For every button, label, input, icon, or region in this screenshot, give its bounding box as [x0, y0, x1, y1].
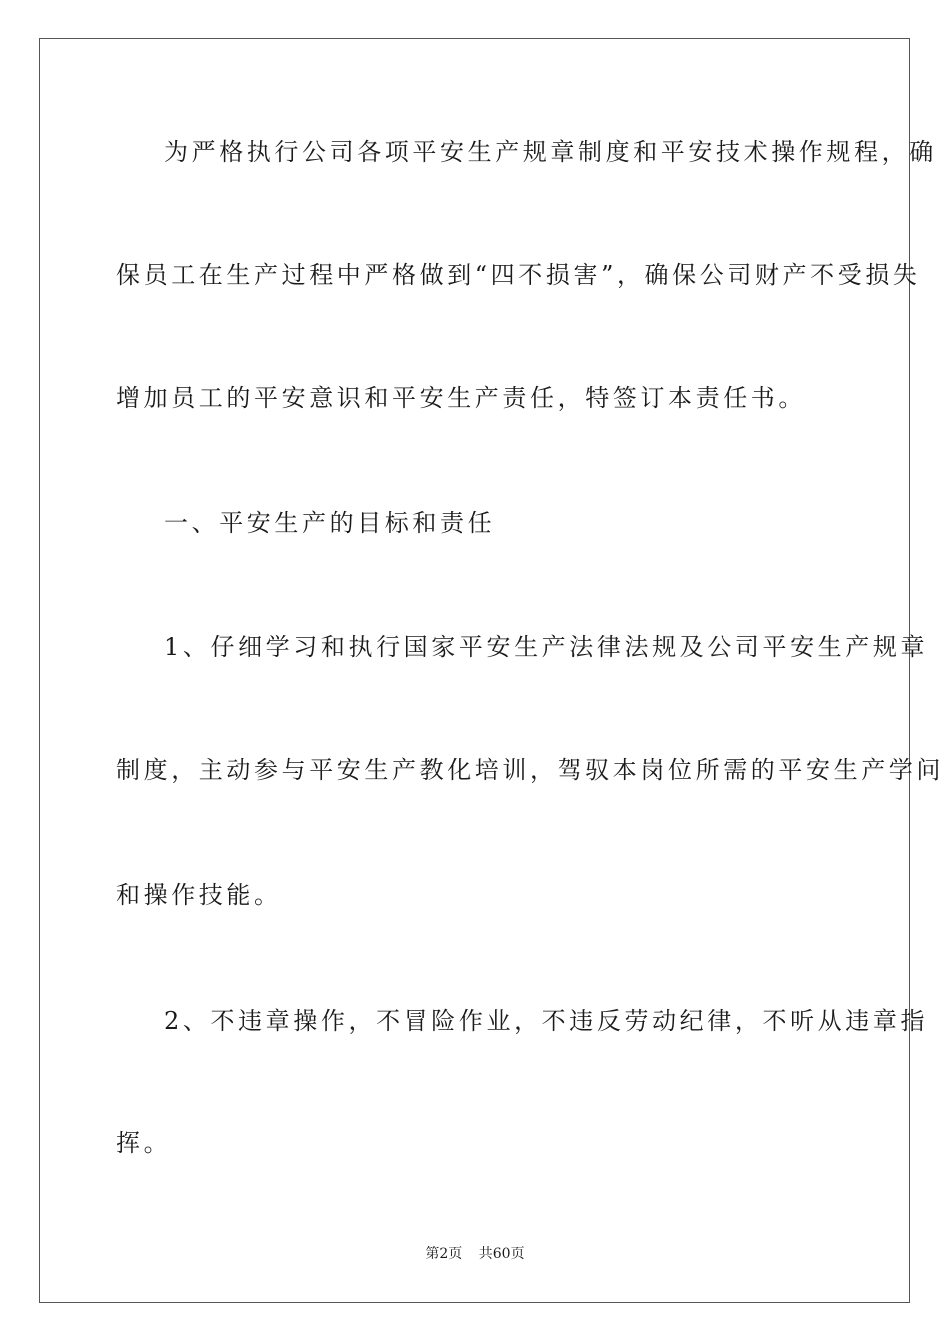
paragraph-line: 和操作技能。 — [116, 881, 282, 909]
section-heading: 一、平安生产的目标和责任 — [164, 509, 496, 537]
page-number-current: 第2页 — [425, 1246, 463, 1262]
page-footer — [0, 1245, 950, 1263]
page-border — [39, 38, 944, 1303]
paragraph-line: 2、不违章操作，不冒险作业，不违反劳动纪律，不听从违章指 — [164, 1007, 929, 1035]
paragraph-line: 1、仔细学习和执行国家平安生产法律法规及公司平安生产规章 — [164, 633, 929, 661]
paragraph-line: 挥。 — [116, 1129, 172, 1157]
page-number-total: 共60页 — [478, 1246, 525, 1262]
paragraph-line: 保员工在生产过程中严格做到“四不损害”，确保公司财产不受损失 — [116, 261, 921, 289]
paragraph-line: 增加员工的平安意识和平安生产责任，特签订本责任书。 — [116, 384, 806, 412]
paragraph-line: 制度，主动参与平安生产教化培训，驾驭本岗位所需的平安生产学问 — [116, 756, 944, 784]
paragraph-line: 为严格执行公司各项平安生产规章制度和平安技术操作规程，确 — [164, 138, 937, 166]
